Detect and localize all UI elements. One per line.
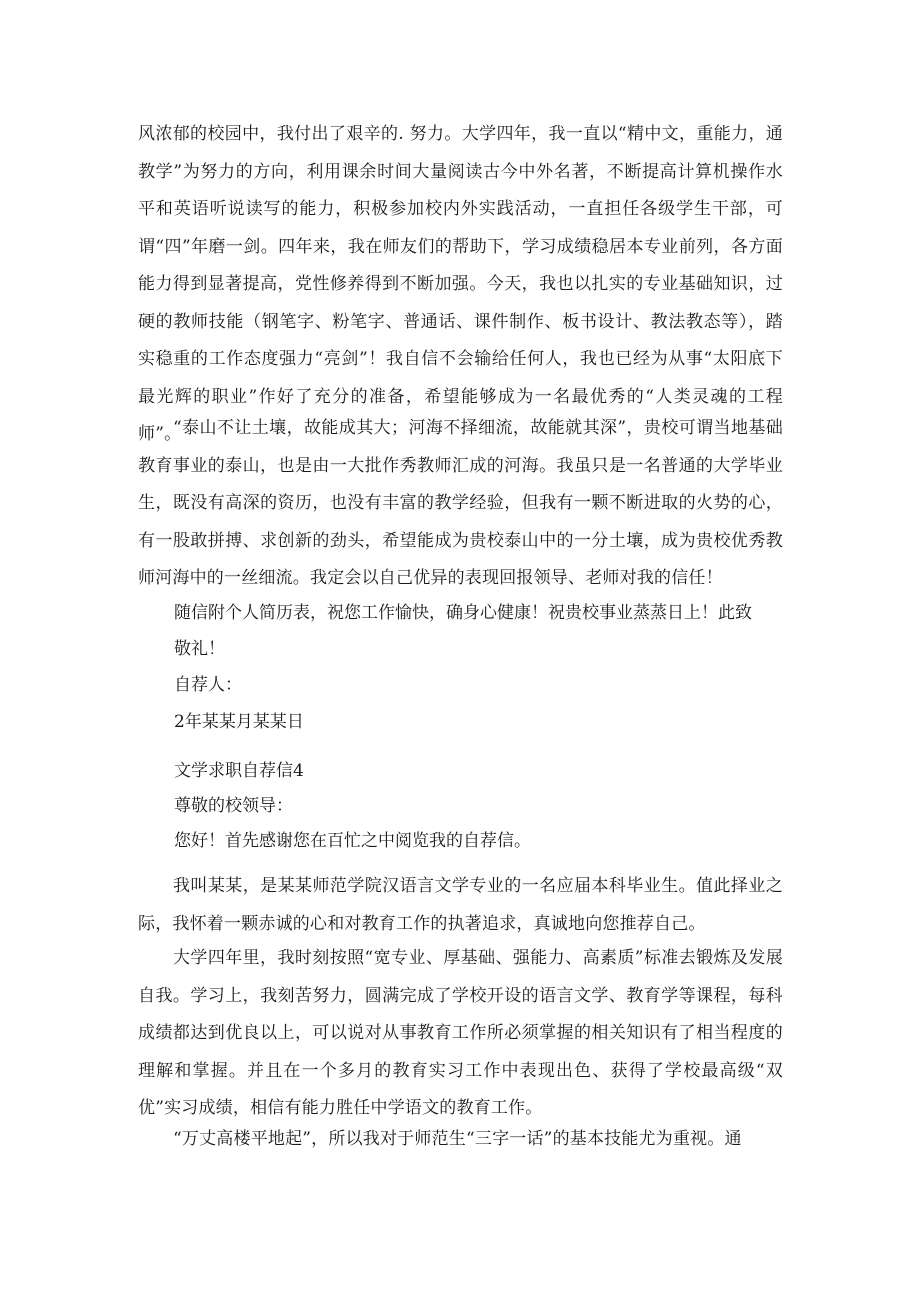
- paragraph-1: 风浓郁的校园中，我付出了艰辛的. 努力。大学四年，我一直以“精中文，重能力，通教学”为努力的方向，利用课余时间大量阅读古今中外名著，不断提高计算机操作水平和英语听说读写的能力，积极参加校内外实践活动，一直担任各级学生干部，可谓“四”年磨一剑。四年来，我在师友们的帮助下，学习成绩稳居本专业前列，各方面能力得到显著提高，党性修养得到不断加强。今天，我也以扎实的专业基础知识，过硬的教师技能（钢笔字、粉笔字、普通话、课件制作、板书设计、教法教态等），踏实稳重的工作态度强力“亮剑”！我自信不会输给任何人，我也已经为从事“太阳底下最光辉的职业”作好了充分的准备，希望能够成为一名最优秀的“人类灵魂的工程师”。: [138, 124, 783, 444]
- signature-label: 自荐人：: [174, 675, 242, 695]
- greeting-line: 尊敬的校领导：: [174, 796, 293, 816]
- section-title: 文学求职自荐信4: [174, 761, 304, 781]
- paragraph-skills: “万丈高楼平地起”，所以我对于师范生“三字一话”的基本技能尤为重视。通: [173, 1129, 742, 1149]
- intro-line: 您好！首先感谢您在百忙之中阅览我的自荐信。: [174, 831, 531, 851]
- closing-wishes: 随信附个人简历表，祝您工作愉快，确身心健康！祝贵校事业蒸蒸日上！此致: [174, 603, 752, 623]
- salutation-regards: 敬礼！: [174, 639, 225, 659]
- paragraph-university: 大学四年里，我时刻按照“宽专业、厚基础、强能力、高素质”标准去锻炼及发展自我。学习上，我刻苦努力，圆满完成了学校开设的语言文学、教育学等课程，每科成绩都达到优良以上，可以说对从事教育工作所必须掌握的相关知识有了相当程度的理解和掌握。并且在一个多月的教育实习工作中表现出色、获得了学校最高级“双优”实习成绩，相信有能力胜任中学语文的教育工作。: [138, 948, 783, 1118]
- paragraph-intro-self: 我叫某某，是某某师范学院汉语言文学专业的一名应届本科毕业生。值此择业之际，我怀着一颗赤诚的心和对教育工作的执著追求，真诚地向您推荐自己。: [138, 876, 783, 934]
- paragraph-2: “泰山不让土壤，故能成其大；河海不择细流，故能就其深”，贵校可谓当地基础教育事业的泰山，也是由一大批作秀教师汇成的河海。我虽只是一名普通的大学毕业生，既没有高深的资历，也没有丰富的教学经验，但我有一颗不断进取的火势的心，有一股敢拼搏、求创新的劲头，希望能成为贵校泰山中的一分土壤，成为贵校优秀教师河海中的一丝细流。我定会以自己优异的表现回报领导、老师对我的信任！: [138, 418, 783, 588]
- date-line: 2年某某月某某日: [174, 712, 304, 732]
